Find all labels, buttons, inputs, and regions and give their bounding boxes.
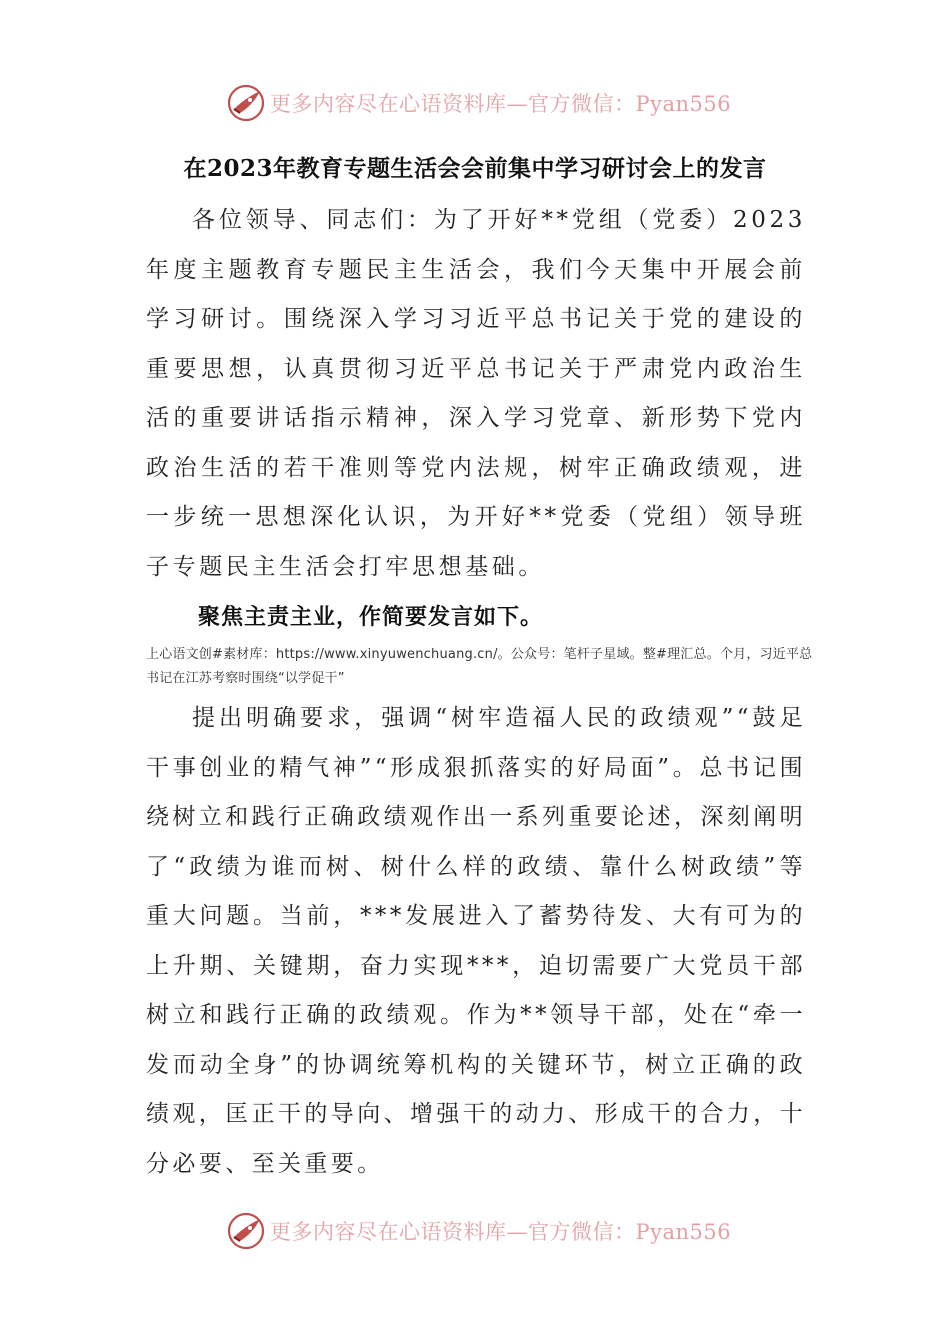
body-paragraph-main: 提出明确要求，强调“树牢造福人民的政绩观”“鼓足干事创业的精气神”“形成狠抓落实的好局面”。总书记围绕树立和践行正确政绩观作出一系列重要论述，深刻阐明了“政绩为谁而树、树什么样的政绩、靠什么树政绩”等重大问题。当前，***发展进入了蓄势待发、大有可为的上升期、关键期，奋力实现***，迫切需要广大党员干部树立和践行正确的政绩观。作为**领导干部，处在“牵一发而动全身”的协调统筹机构的关键环节，树立正确的政绩观，匡正干的导向、增强干的动力、形成干的合力，十分必要、至关重要。 xyxy=(146,705,806,1177)
document-title: 在2023年教育专题生活会会前集中学习研讨会上的发言 xyxy=(183,155,767,182)
header-watermark-banner xyxy=(0,78,950,128)
section-heading: 聚焦主责主业，作简要发言如下。 xyxy=(198,605,544,630)
watermark-text: 更多内容尽在心语资料库—官方微信：Pyan556 xyxy=(270,92,732,116)
pen-nib-logo-icon xyxy=(226,83,266,123)
source-note: 上心语文创#素材库：https://www.xinyuwenchuang.cn/。公众号：笔杆子星域。整#理汇总。个月，习近平总书记在江苏考察时围绕“以学促干” xyxy=(146,647,813,686)
body-paragraph-intro: 各位领导、同志们：为了开好**党组（党委）2023年度主题教育专题民主生活会，我们今天集中开展会前学习研讨。围绕深入学习习近平总书记关于党的建设的重要思想，认真贯彻习近平总书记关于严肃党内政治生活的重要讲话指示精神，深入学习党章、新形势下党内政治生活的若干准则等党内法规，树牢正确政绩观，进一步统一思想深化认识，为开好**党委（党组）领导班子专题民主生活会打牢思想基础。 xyxy=(146,207,806,580)
watermark-text: 更多内容尽在心语资料库—官方微信：Pyan556 xyxy=(270,1220,732,1244)
pen-nib-logo-icon xyxy=(226,1211,266,1251)
footer-watermark-banner xyxy=(0,1206,950,1256)
